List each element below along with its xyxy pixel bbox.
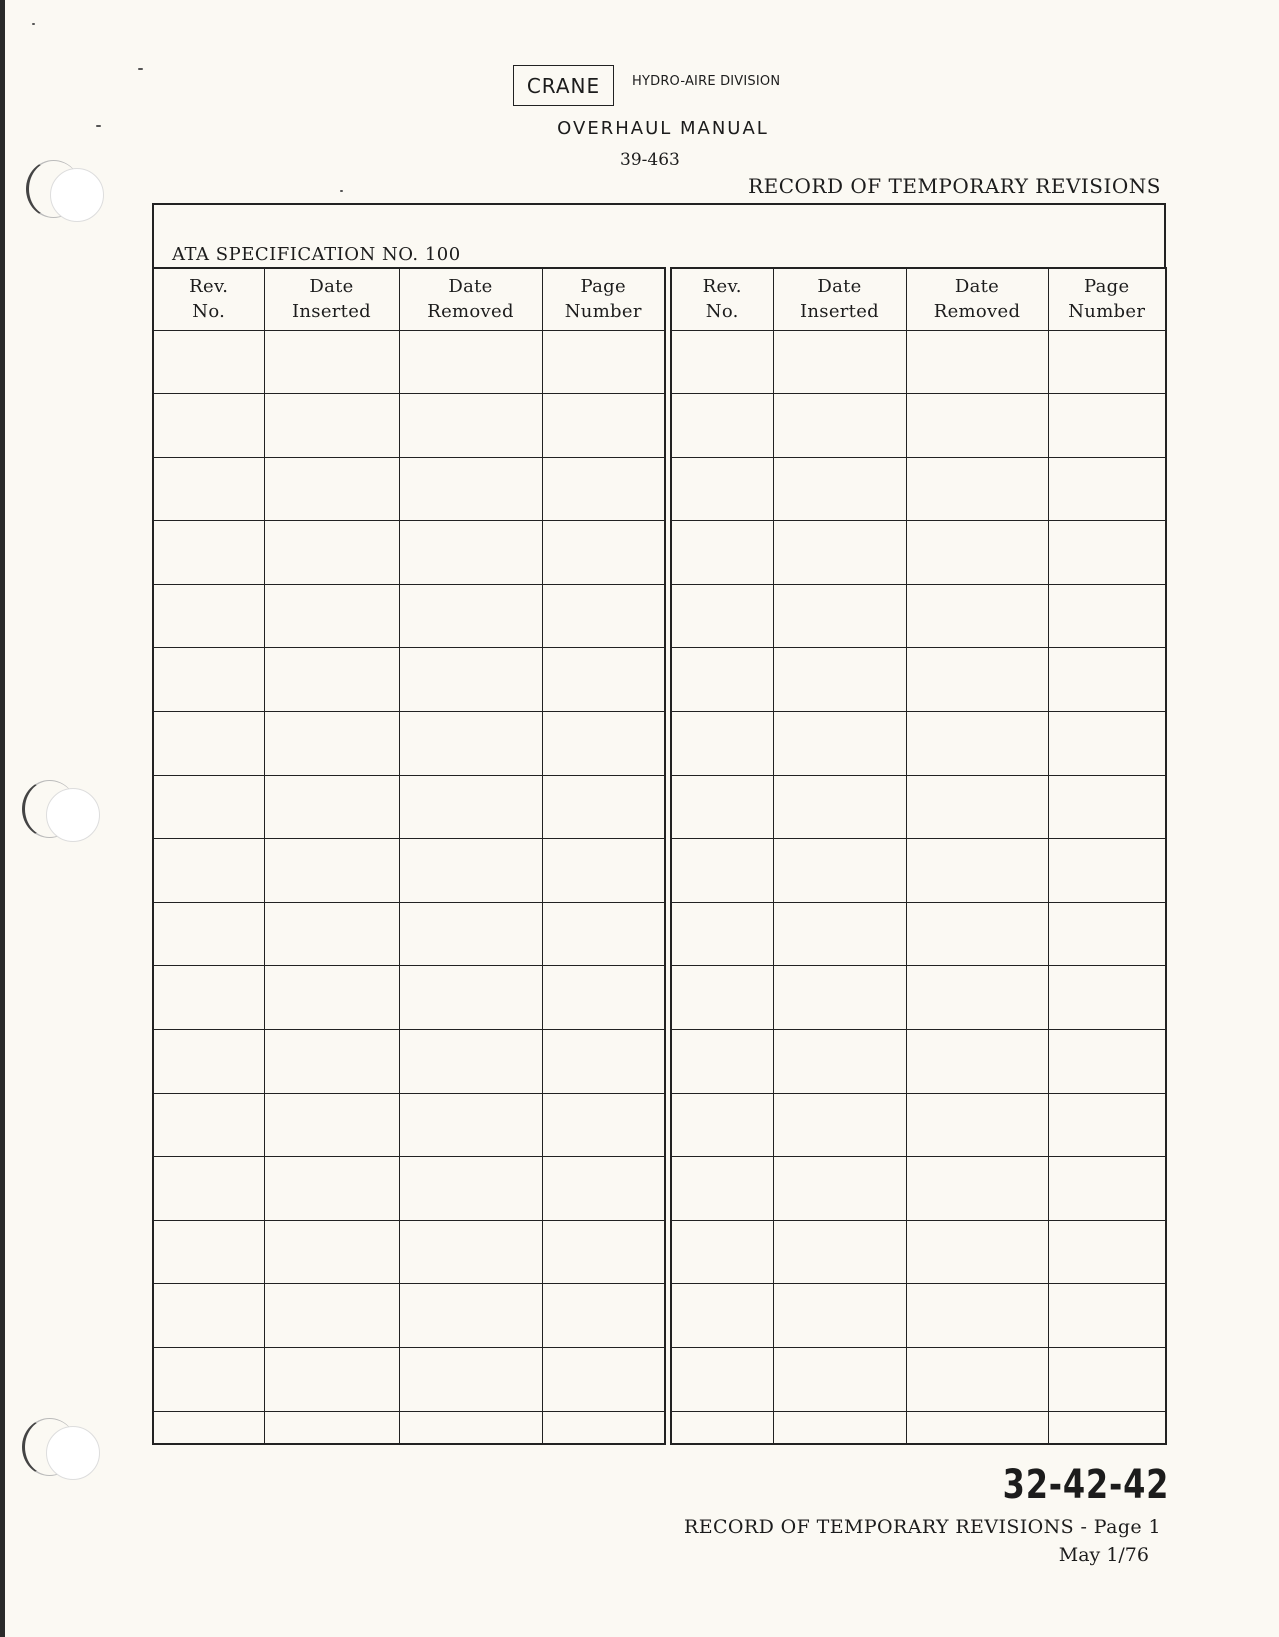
cell-page-number[interactable]	[542, 584, 664, 648]
cell-date-inserted[interactable]	[264, 1284, 399, 1348]
cell-rev-no[interactable]	[154, 1220, 264, 1284]
cell-date-removed[interactable]	[399, 1030, 542, 1094]
cell-date-removed[interactable]	[906, 1411, 1048, 1443]
cell-rev-no[interactable]	[672, 330, 773, 394]
table-row	[154, 1030, 664, 1094]
cell-date-removed[interactable]	[906, 966, 1048, 1030]
cell-rev-no[interactable]	[154, 1284, 264, 1348]
cell-rev-no[interactable]	[154, 457, 264, 521]
cell-date-removed[interactable]	[906, 1157, 1048, 1221]
cell-date-inserted[interactable]	[773, 521, 906, 585]
table-row	[672, 1157, 1165, 1221]
cell-page-number[interactable]	[542, 966, 664, 1030]
cell-date-removed[interactable]	[399, 1348, 542, 1412]
cell-date-inserted[interactable]	[773, 1157, 906, 1221]
cell-page-number[interactable]	[1048, 712, 1165, 776]
table-row	[672, 648, 1165, 712]
cell-date-inserted[interactable]	[773, 1220, 906, 1284]
table-row	[154, 394, 664, 458]
cell-date-inserted[interactable]	[773, 584, 906, 648]
cell-page-number[interactable]	[542, 521, 664, 585]
cell-date-removed[interactable]	[399, 521, 542, 585]
revision-table-left	[152, 267, 666, 1445]
table-row	[672, 775, 1165, 839]
cell-page-number[interactable]	[542, 839, 664, 903]
cell-date-removed[interactable]	[906, 394, 1048, 458]
cell-rev-no[interactable]	[154, 839, 264, 903]
table-row	[154, 1348, 664, 1412]
cell-date-inserted[interactable]	[264, 712, 399, 776]
cell-date-removed[interactable]	[906, 902, 1048, 966]
cell-page-number[interactable]	[542, 330, 664, 394]
manual-number: 39-463	[620, 150, 680, 170]
cell-rev-no[interactable]	[672, 1093, 773, 1157]
punch-hole-icon	[46, 788, 100, 842]
cell-date-removed[interactable]	[399, 1093, 542, 1157]
scan-speck	[340, 190, 343, 192]
cell-rev-no[interactable]	[154, 521, 264, 585]
cell-page-number[interactable]	[542, 457, 664, 521]
punch-hole-bottom	[22, 1416, 102, 1486]
column-header-date-removed: Date Removed	[399, 269, 542, 330]
cell-rev-no[interactable]	[154, 584, 264, 648]
cell-date-removed[interactable]	[399, 775, 542, 839]
cell-date-inserted[interactable]	[773, 394, 906, 458]
cell-date-removed[interactable]	[399, 648, 542, 712]
cell-rev-no[interactable]	[154, 394, 264, 458]
table-row	[154, 839, 664, 903]
table-row	[672, 839, 1165, 903]
column-header-page-number: Page Number	[542, 269, 664, 330]
cell-date-inserted[interactable]	[773, 775, 906, 839]
table-row	[154, 1220, 664, 1284]
cell-date-inserted[interactable]	[264, 839, 399, 903]
cell-date-removed[interactable]	[906, 1284, 1048, 1348]
cell-date-removed[interactable]	[906, 1348, 1048, 1412]
table-row	[154, 1157, 664, 1221]
cell-date-inserted[interactable]	[773, 1093, 906, 1157]
page-title: RECORD OF TEMPORARY REVISIONS	[748, 174, 1161, 198]
cell-date-removed[interactable]	[399, 966, 542, 1030]
cell-page-number[interactable]	[1048, 521, 1165, 585]
table-row	[154, 1411, 664, 1443]
cell-date-inserted[interactable]	[264, 521, 399, 585]
cell-date-removed[interactable]	[399, 1411, 542, 1443]
cell-rev-no[interactable]	[672, 775, 773, 839]
cell-date-removed[interactable]	[906, 1220, 1048, 1284]
table-row	[154, 457, 664, 521]
cell-rev-no[interactable]	[672, 1284, 773, 1348]
table-row	[154, 775, 664, 839]
cell-page-number[interactable]	[542, 1284, 664, 1348]
cell-page-number[interactable]	[1048, 1220, 1165, 1284]
table-row	[672, 330, 1165, 394]
cell-page-number[interactable]	[1048, 457, 1165, 521]
table-header-row	[154, 269, 664, 330]
footer-date: May 1/76	[1058, 1544, 1149, 1566]
cell-date-inserted[interactable]	[264, 775, 399, 839]
cell-page-number[interactable]	[1048, 1284, 1165, 1348]
cell-date-inserted[interactable]	[264, 330, 399, 394]
scan-left-edge	[0, 0, 5, 1637]
column-header-page-number: Page Number	[1048, 269, 1165, 330]
table-row	[154, 902, 664, 966]
cell-page-number[interactable]	[542, 394, 664, 458]
cell-page-number[interactable]	[542, 648, 664, 712]
table-row	[154, 330, 664, 394]
cell-date-removed[interactable]	[906, 775, 1048, 839]
cell-page-number[interactable]	[542, 775, 664, 839]
cell-date-inserted[interactable]	[773, 966, 906, 1030]
cell-page-number[interactable]	[1048, 330, 1165, 394]
cell-date-removed[interactable]	[399, 394, 542, 458]
cell-rev-no[interactable]	[154, 775, 264, 839]
cell-rev-no[interactable]	[154, 966, 264, 1030]
cell-date-inserted[interactable]	[264, 1157, 399, 1221]
cell-date-removed[interactable]	[399, 584, 542, 648]
table-row	[672, 1030, 1165, 1094]
table-row	[154, 584, 664, 648]
column-header-date-removed: Date Removed	[906, 269, 1048, 330]
table-row	[672, 1284, 1165, 1348]
table-row	[672, 1093, 1165, 1157]
cell-rev-no[interactable]	[672, 902, 773, 966]
cell-date-inserted[interactable]	[773, 330, 906, 394]
cell-page-number[interactable]	[1048, 1093, 1165, 1157]
punch-hole-icon	[50, 168, 104, 222]
table-row	[154, 521, 664, 585]
cell-date-removed[interactable]	[906, 1030, 1048, 1094]
cell-date-removed[interactable]	[906, 457, 1048, 521]
scan-speck	[138, 68, 143, 70]
cell-rev-no[interactable]	[672, 1157, 773, 1221]
cell-page-number[interactable]	[542, 712, 664, 776]
cell-date-inserted[interactable]	[264, 1348, 399, 1412]
cell-date-removed[interactable]	[906, 839, 1048, 903]
column-header-date-inserted: Date Inserted	[773, 269, 906, 330]
cell-page-number[interactable]	[1048, 839, 1165, 903]
cell-rev-no[interactable]	[154, 1411, 264, 1443]
cell-date-removed[interactable]	[906, 648, 1048, 712]
table-row	[672, 1220, 1165, 1284]
cell-rev-no[interactable]	[154, 1030, 264, 1094]
cell-rev-no[interactable]	[672, 839, 773, 903]
cell-page-number[interactable]	[1048, 902, 1165, 966]
column-header-date-inserted: Date Inserted	[264, 269, 399, 330]
cell-date-inserted[interactable]	[264, 1030, 399, 1094]
table-row	[154, 1284, 664, 1348]
cell-page-number[interactable]	[1048, 966, 1165, 1030]
table-row	[154, 712, 664, 776]
cell-rev-no[interactable]	[672, 1220, 773, 1284]
cell-date-inserted[interactable]	[264, 584, 399, 648]
cell-rev-no[interactable]	[672, 1411, 773, 1443]
cell-date-inserted[interactable]	[773, 457, 906, 521]
cell-date-inserted[interactable]	[264, 457, 399, 521]
cell-date-inserted[interactable]	[264, 1220, 399, 1284]
cell-page-number[interactable]	[1048, 1411, 1165, 1443]
cell-page-number[interactable]	[1048, 584, 1165, 648]
cell-date-inserted[interactable]	[264, 1411, 399, 1443]
cell-rev-no[interactable]	[154, 330, 264, 394]
cell-rev-no[interactable]	[672, 584, 773, 648]
cell-date-inserted[interactable]	[773, 648, 906, 712]
cell-rev-no[interactable]	[154, 902, 264, 966]
cell-rev-no[interactable]	[672, 457, 773, 521]
cell-page-number[interactable]	[542, 1348, 664, 1412]
table-row	[154, 966, 664, 1030]
table-row	[154, 648, 664, 712]
cell-rev-no[interactable]	[672, 1030, 773, 1094]
cell-rev-no[interactable]	[154, 648, 264, 712]
cell-date-inserted[interactable]	[773, 902, 906, 966]
punch-hole-icon	[46, 1426, 100, 1480]
cell-date-inserted[interactable]	[264, 966, 399, 1030]
cell-date-removed[interactable]	[399, 839, 542, 903]
scan-speck	[32, 23, 35, 25]
section-number: 32-42-42	[1002, 1462, 1169, 1508]
cell-date-inserted[interactable]	[773, 839, 906, 903]
cell-date-removed[interactable]	[906, 1093, 1048, 1157]
table-row	[672, 966, 1165, 1030]
cell-page-number[interactable]	[1048, 1157, 1165, 1221]
table-row	[672, 1348, 1165, 1412]
table-row	[672, 1411, 1165, 1443]
cell-date-inserted[interactable]	[773, 1030, 906, 1094]
cell-page-number[interactable]	[542, 1220, 664, 1284]
cell-rev-no[interactable]	[672, 966, 773, 1030]
cell-date-inserted[interactable]	[264, 1093, 399, 1157]
cell-date-removed[interactable]	[399, 902, 542, 966]
cell-date-inserted[interactable]	[773, 1284, 906, 1348]
cell-rev-no[interactable]	[154, 1157, 264, 1221]
cell-date-removed[interactable]	[906, 584, 1048, 648]
cell-date-removed[interactable]	[906, 712, 1048, 776]
manual-title: OVERHAUL MANUAL	[557, 118, 769, 139]
cell-date-removed[interactable]	[906, 330, 1048, 394]
cell-date-inserted[interactable]	[773, 1348, 906, 1412]
table-row	[672, 521, 1165, 585]
cell-date-inserted[interactable]	[773, 712, 906, 776]
crane-logo: CRANE	[513, 65, 614, 106]
ata-spec-label: ATA SPECIFICATION NO. 100	[172, 244, 461, 265]
division-name: HYDRO-AIRE DIVISION	[632, 74, 781, 89]
punch-hole-middle	[22, 778, 102, 848]
cell-page-number[interactable]	[542, 902, 664, 966]
cell-page-number[interactable]	[1048, 1030, 1165, 1094]
cell-date-removed[interactable]	[399, 1284, 542, 1348]
cell-page-number[interactable]	[542, 1030, 664, 1094]
cell-rev-no[interactable]	[672, 712, 773, 776]
scan-speck	[96, 125, 101, 127]
cell-rev-no[interactable]	[672, 1348, 773, 1412]
cell-rev-no[interactable]	[672, 394, 773, 458]
punch-hole-top	[26, 158, 106, 228]
cell-date-inserted[interactable]	[264, 902, 399, 966]
cell-date-inserted[interactable]	[264, 394, 399, 458]
cell-date-removed[interactable]	[906, 521, 1048, 585]
cell-date-removed[interactable]	[399, 457, 542, 521]
table-row	[672, 584, 1165, 648]
cell-page-number[interactable]	[1048, 648, 1165, 712]
table-row	[672, 902, 1165, 966]
table-row	[672, 457, 1165, 521]
cell-rev-no[interactable]	[672, 648, 773, 712]
table-row	[672, 712, 1165, 776]
cell-rev-no[interactable]	[154, 712, 264, 776]
cell-date-removed[interactable]	[399, 1220, 542, 1284]
cell-rev-no[interactable]	[672, 521, 773, 585]
column-header-rev-no: Rev. No.	[154, 269, 264, 330]
table-row	[672, 394, 1165, 458]
cell-rev-no[interactable]	[154, 1093, 264, 1157]
cell-page-number[interactable]	[1048, 1348, 1165, 1412]
cell-page-number[interactable]	[1048, 394, 1165, 458]
revision-table-right	[670, 267, 1167, 1445]
column-header-rev-no: Rev. No.	[672, 269, 773, 330]
cell-date-removed[interactable]	[399, 1157, 542, 1221]
cell-date-removed[interactable]	[399, 330, 542, 394]
cell-page-number[interactable]	[542, 1411, 664, 1443]
footer-page-title: RECORD OF TEMPORARY REVISIONS - Page 1	[684, 1516, 1161, 1538]
cell-page-number[interactable]	[542, 1093, 664, 1157]
table-row	[154, 1093, 664, 1157]
cell-date-inserted[interactable]	[264, 648, 399, 712]
cell-date-removed[interactable]	[399, 712, 542, 776]
cell-date-inserted[interactable]	[773, 1411, 906, 1443]
cell-rev-no[interactable]	[154, 1348, 264, 1412]
table-header-row	[672, 269, 1165, 330]
cell-page-number[interactable]	[1048, 775, 1165, 839]
cell-page-number[interactable]	[542, 1157, 664, 1221]
